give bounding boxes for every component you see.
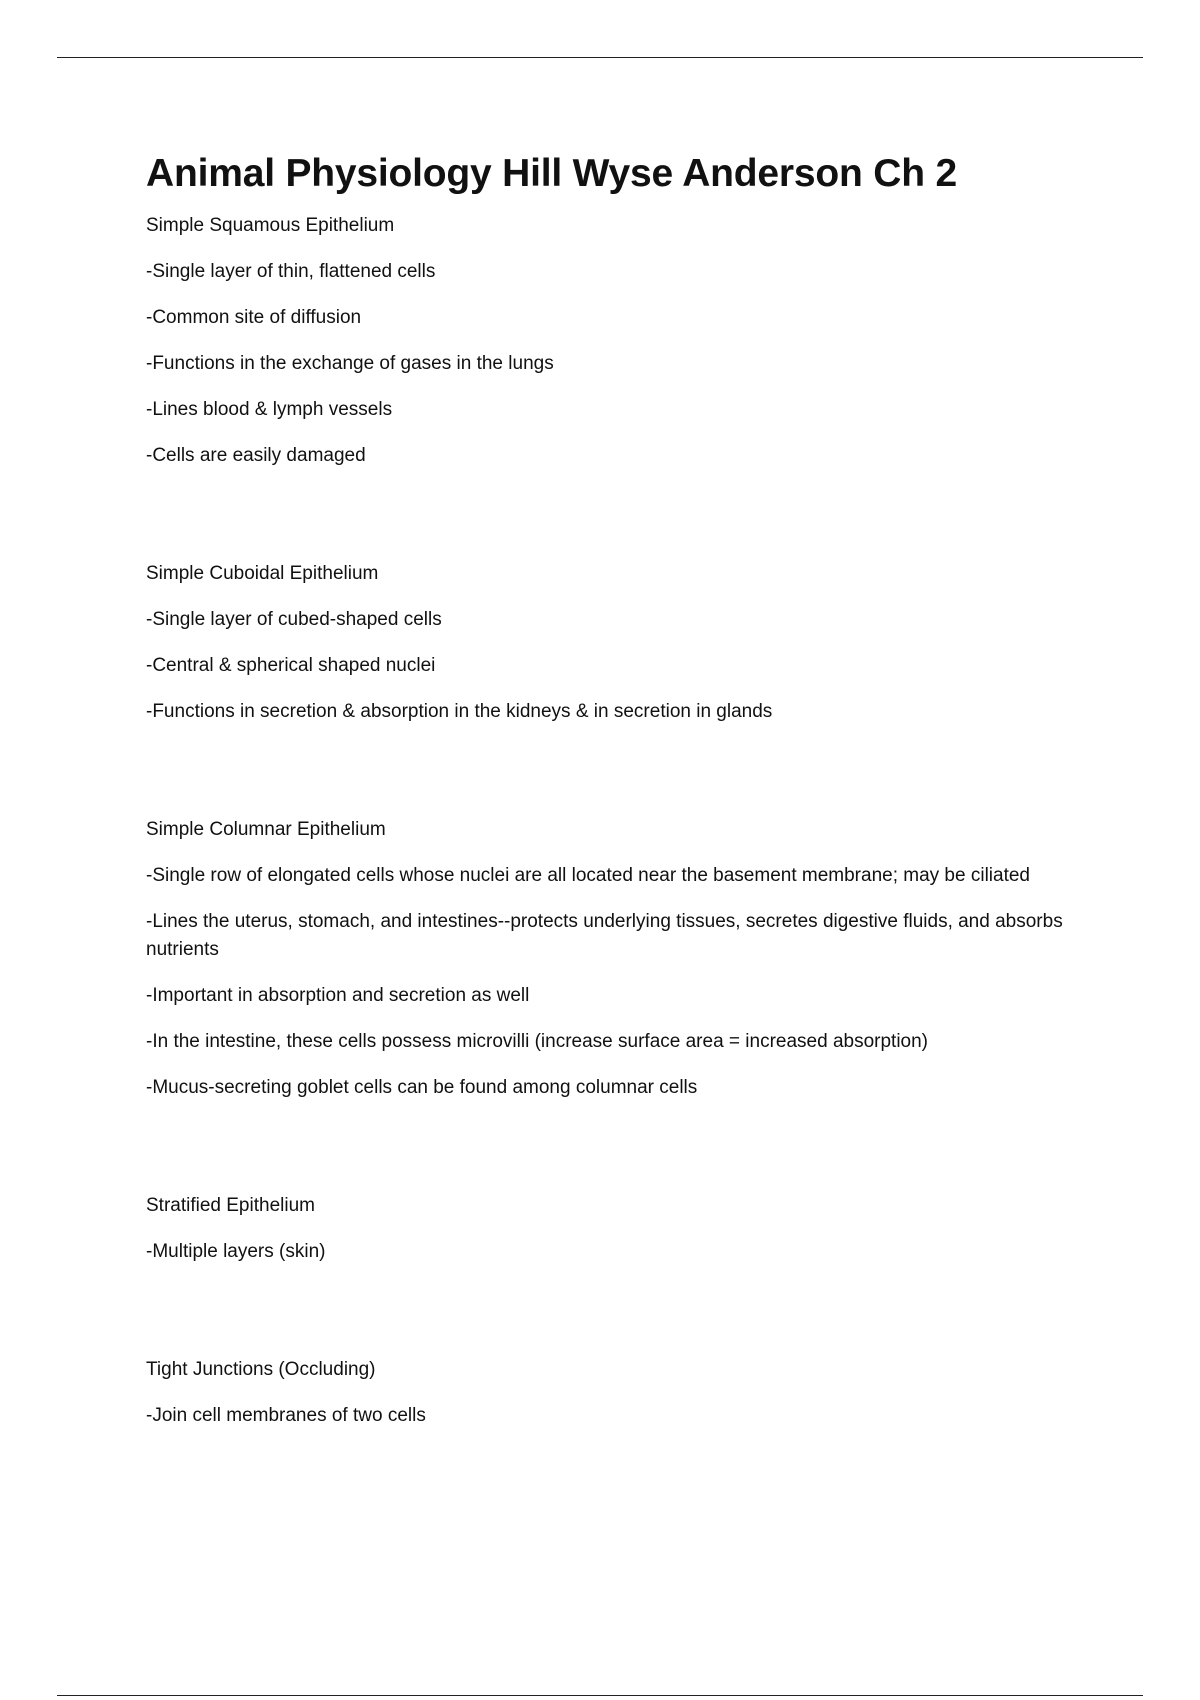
list-item: -Functions in the exchange of gases in the lungs xyxy=(146,353,554,374)
list-item: -In the intestine, these cells possess microvilli (increase surface area = increased absorption) xyxy=(146,1031,929,1052)
list-item: -Mucus-secreting goblet cells can be found among columnar cells xyxy=(146,1077,698,1098)
section-heading: Tight Junctions (Occluding) xyxy=(146,1359,376,1380)
list-item: -Central & spherical shaped nuclei xyxy=(146,655,436,676)
section-heading: Simple Columnar Epithelium xyxy=(146,819,386,840)
list-item: -Single layer of thin, flattened cells xyxy=(146,261,436,282)
top-rule xyxy=(57,57,1143,58)
list-item: -Cells are easily damaged xyxy=(146,445,366,466)
section-simple-squamous xyxy=(146,212,1066,470)
section-stratified xyxy=(146,1192,1066,1266)
list-item: -Single layer of cubed-shaped cells xyxy=(146,609,442,630)
list-item: -Multiple layers (skin) xyxy=(146,1241,326,1262)
list-item: -Lines blood & lymph vessels xyxy=(146,399,393,420)
document-title: Animal Physiology Hill Wyse Anderson Ch 2 xyxy=(146,152,957,195)
list-item: -Common site of diffusion xyxy=(146,307,362,328)
section-heading: Stratified Epithelium xyxy=(146,1195,315,1216)
list-item: -Functions in secretion & absorption in the kidneys & in secretion in glands xyxy=(146,701,773,722)
section-simple-cuboidal xyxy=(146,560,1066,726)
list-item: -Lines the uterus, stomach, and intestines--protects underlying tissues, secretes digestive fluids, and absorbs nutrients xyxy=(146,911,1063,960)
bottom-rule xyxy=(57,1695,1143,1696)
document-body xyxy=(146,150,1066,1430)
section-tight-junctions xyxy=(146,1356,1066,1430)
section-heading: Simple Cuboidal Epithelium xyxy=(146,563,379,584)
list-item: -Important in absorption and secretion as well xyxy=(146,985,530,1006)
section-heading: Simple Squamous Epithelium xyxy=(146,215,395,236)
list-item: -Single row of elongated cells whose nuclei are all located near the basement membrane; may be ciliated xyxy=(146,865,1030,886)
list-item: -Join cell membranes of two cells xyxy=(146,1405,426,1426)
section-simple-columnar xyxy=(146,816,1066,1102)
